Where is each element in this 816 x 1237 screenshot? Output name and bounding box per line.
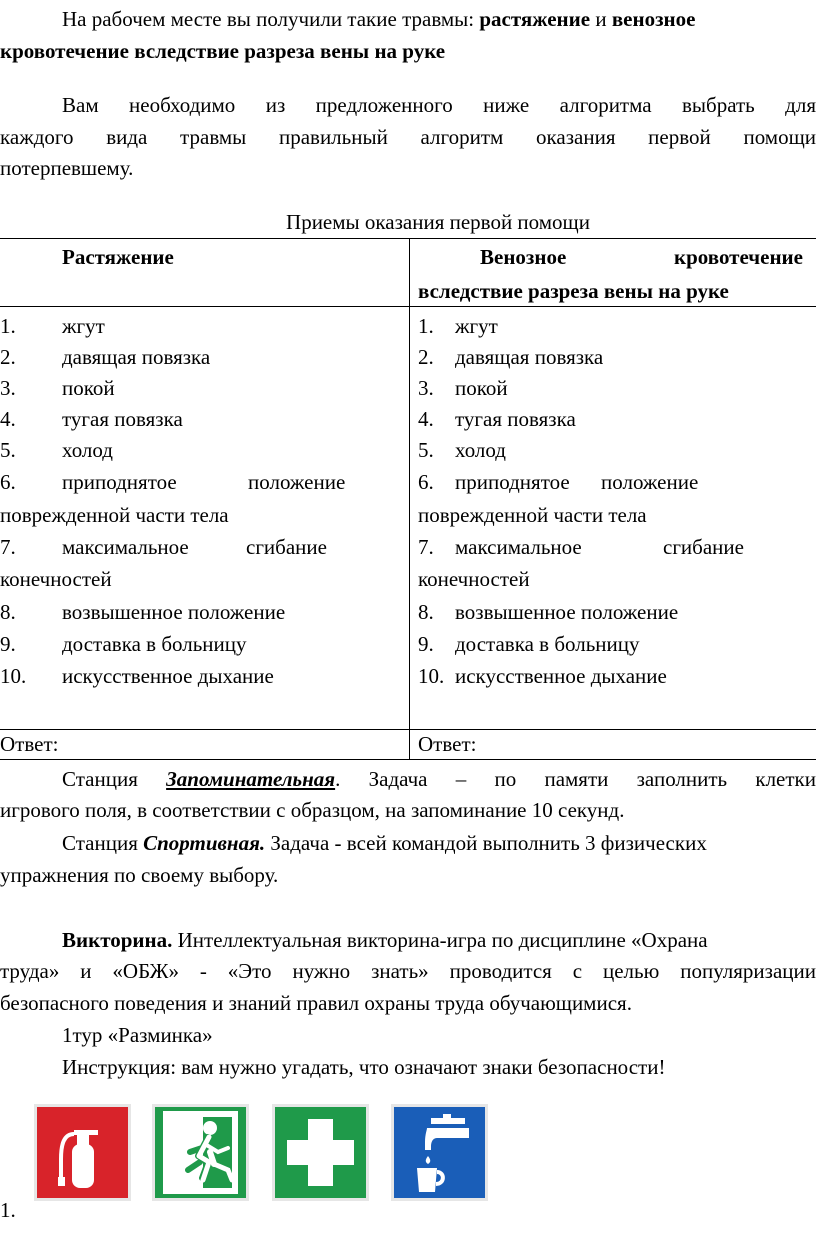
left-item-number: 5. bbox=[0, 438, 16, 462]
table-caption: Приемы оказания первой помощи bbox=[286, 210, 590, 234]
fire-extinguisher-icon bbox=[34, 1104, 131, 1201]
left-item-number: 3. bbox=[0, 376, 16, 400]
signs-list-number: 1. bbox=[0, 1198, 16, 1222]
station-sport-name: Спортивная. bbox=[143, 831, 266, 855]
emergency-exit-sign bbox=[152, 1104, 249, 1201]
station-1-line-1: Станция Запоминательная. Задача – по памяти заполнить клетки bbox=[62, 767, 816, 791]
right-item-text: конечностей bbox=[418, 567, 530, 591]
quiz-line-1: Викторина. Интеллектуальная викторина-игра по дисциплине «Охрана bbox=[62, 928, 708, 952]
quiz-round: 1тур «Разминка» bbox=[62, 1023, 213, 1047]
injury-sprain: растяжение bbox=[479, 7, 591, 31]
task-line-3: потерпевшему. bbox=[0, 156, 134, 180]
injury-venous: венозное bbox=[611, 7, 696, 31]
right-item-text: искусственное дыхание bbox=[455, 664, 667, 688]
intro-line-2 bbox=[0, 38, 816, 64]
quiz-line-2: труда» и «ОБЖ» - «Это нужно знать» проводится с целью популяризации bbox=[0, 959, 816, 983]
left-item-text: жгут bbox=[62, 314, 105, 338]
left-item-number: 1. bbox=[0, 314, 16, 338]
right-item-number: 2. bbox=[418, 345, 434, 369]
left-item-text: давящая повязка bbox=[62, 345, 211, 369]
table-column-divider bbox=[409, 238, 410, 760]
right-item-text: положение bbox=[601, 470, 699, 494]
left-item-text: сгибание bbox=[246, 535, 327, 559]
left-item-text: тугая повязка bbox=[62, 407, 183, 431]
right-item-text: тугая повязка bbox=[455, 407, 576, 431]
right-item-text: доставка в больницу bbox=[455, 632, 640, 656]
right-item-text: возвышенное положение bbox=[455, 600, 679, 624]
first-aid-sign bbox=[272, 1104, 369, 1201]
quiz-instruction: Инструкция: вам нужно угадать, что означают знаки безопасности! bbox=[62, 1055, 666, 1079]
left-item-number: 10. bbox=[0, 664, 27, 688]
right-item-number: 5. bbox=[418, 438, 434, 462]
right-item-number: 8. bbox=[418, 600, 434, 624]
left-item-text: приподнятое bbox=[62, 470, 177, 494]
answer-left: Ответ: bbox=[0, 732, 59, 756]
right-header-word-1: Венозное bbox=[480, 245, 567, 269]
left-item-number: 9. bbox=[0, 632, 16, 656]
first-aid-cross-icon bbox=[272, 1104, 369, 1201]
right-item-text: покой bbox=[455, 376, 508, 400]
left-item-number: 8. bbox=[0, 600, 16, 624]
intro-text: На рабочем месте вы получили такие травмы: bbox=[62, 7, 480, 31]
quiz-title: Викторина. bbox=[62, 928, 173, 952]
station-memory-name: Запоминательная bbox=[166, 767, 336, 791]
left-item-number: 4. bbox=[0, 407, 16, 431]
right-item-text: давящая повязка bbox=[455, 345, 604, 369]
drinking-water-icon bbox=[391, 1104, 488, 1201]
right-item-text: поврежденной части тела bbox=[418, 503, 647, 527]
right-header-line-2: вследствие разреза вены на руке bbox=[418, 279, 729, 303]
right-item-text: максимальное bbox=[455, 535, 582, 559]
right-item-text: приподнятое bbox=[455, 470, 570, 494]
right-item-number: 3. bbox=[418, 376, 434, 400]
left-item-text: искусственное дыхание bbox=[62, 664, 274, 688]
right-item-number: 10. bbox=[418, 664, 445, 688]
fire-extinguisher-sign bbox=[34, 1104, 131, 1201]
right-item-number: 4. bbox=[418, 407, 434, 431]
left-item-text: доставка в больницу bbox=[62, 632, 247, 656]
left-item-number: 7. bbox=[0, 535, 16, 559]
task-line-1: Вам необходимо из предложенного ниже алгоритма выбрать для bbox=[62, 93, 816, 117]
intro-and: и bbox=[590, 7, 612, 31]
left-item-text: конечностей bbox=[0, 567, 112, 591]
left-item-text: поврежденной части тела bbox=[0, 503, 229, 527]
left-item-text: максимальное bbox=[62, 535, 189, 559]
right-item-text: холод bbox=[455, 438, 506, 462]
injury-venous-detail: кровотечение вследствие разреза вены на руке bbox=[0, 39, 446, 63]
answer-right: Ответ: bbox=[418, 732, 477, 756]
right-item-number: 9. bbox=[418, 632, 434, 656]
emergency-exit-icon bbox=[152, 1104, 249, 1201]
table-border-bottom bbox=[0, 759, 816, 760]
intro-line-1 bbox=[0, 6, 816, 32]
left-item-text: холод bbox=[62, 438, 113, 462]
table-border-top bbox=[0, 238, 816, 239]
left-item-text: положение bbox=[248, 470, 346, 494]
right-item-number: 6. bbox=[418, 470, 434, 494]
first-aid-table bbox=[0, 238, 816, 760]
left-item-text: покой bbox=[62, 376, 115, 400]
right-item-text: сгибание bbox=[663, 535, 744, 559]
left-item-text: возвышенное положение bbox=[62, 600, 286, 624]
station-2-line-2: упражнения по своему выбору. bbox=[0, 863, 279, 887]
table-answer-divider bbox=[0, 729, 816, 730]
drinking-water-sign bbox=[391, 1104, 488, 1201]
right-header-word-2: кровотечение bbox=[674, 245, 803, 269]
station-1-line-2: игрового поля, в соответствии с образцом, на запоминание 10 секунд. bbox=[0, 798, 625, 822]
table-header-divider bbox=[0, 306, 816, 307]
right-item-number: 7. bbox=[418, 535, 434, 559]
left-header: Растяжение bbox=[62, 245, 174, 269]
task-line-2: каждого вида травмы правильный алгоритм оказания первой помощи bbox=[0, 125, 816, 149]
right-item-text: жгут bbox=[455, 314, 498, 338]
left-item-number: 6. bbox=[0, 470, 16, 494]
quiz-line-3: безопасного поведения и знаний правил охраны труда обучающимися. bbox=[0, 991, 632, 1015]
station-2-line-1: Станция Спортивная. Задача - всей командой выполнить 3 физических bbox=[62, 831, 707, 855]
left-item-number: 2. bbox=[0, 345, 16, 369]
right-item-number: 1. bbox=[418, 314, 434, 338]
